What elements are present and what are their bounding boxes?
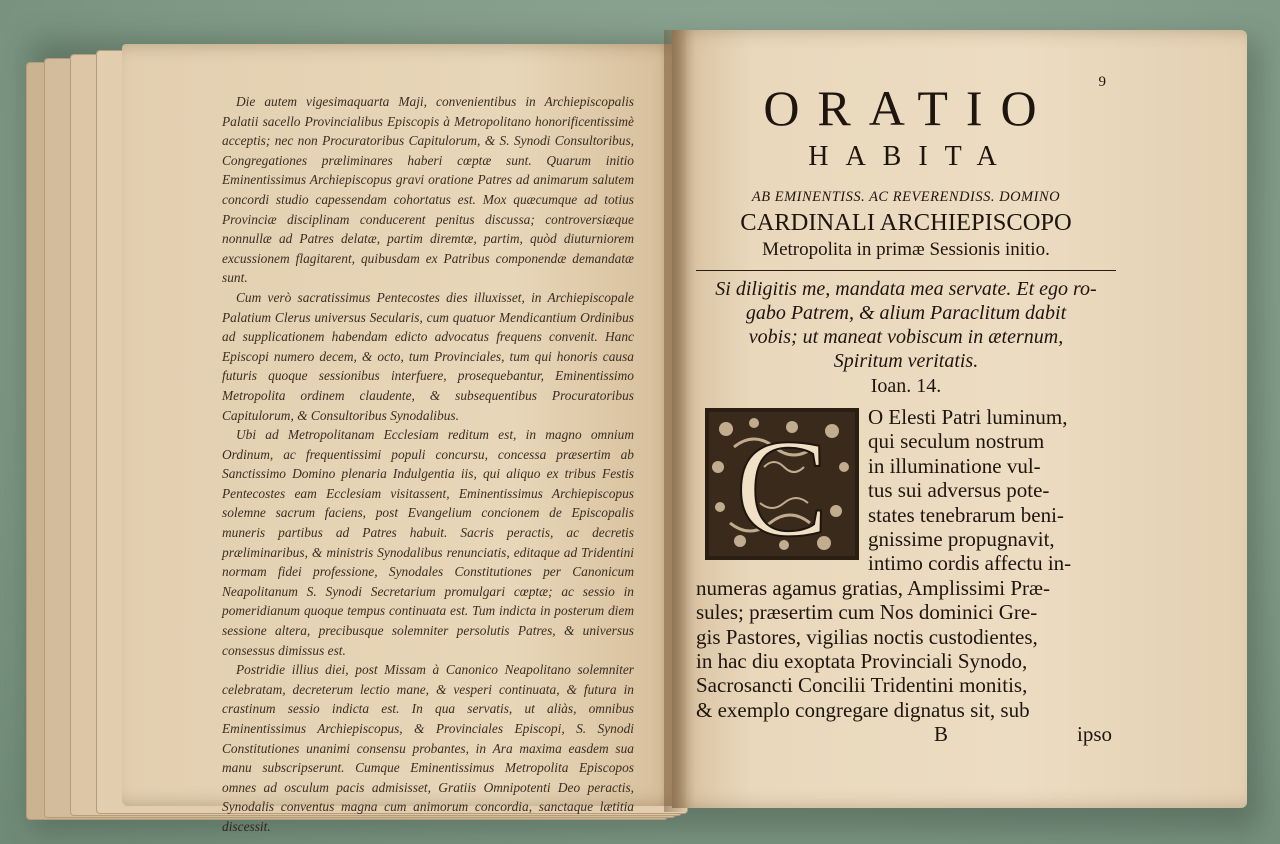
text-line: numeras agamus gratias, Amplissimi Præ- (696, 575, 1051, 600)
initial-letter: C (735, 411, 829, 561)
text-line: & exemplo congregare dignatus sit, sub (696, 697, 1030, 722)
left-page-text (222, 92, 634, 837)
metropolita-line: Metropolita in primæ Sessionis initio. (762, 239, 1050, 260)
text-line: in hac diu exoptata Provinciali Synodo, (696, 649, 1028, 674)
text-line: intimo cordis affectu in- (868, 551, 1072, 576)
text-line: Sacrosancti Concilii Tridentini monitis, (696, 673, 1028, 698)
text-line: O Elesti Patri luminum, (868, 405, 1068, 429)
oration-body (696, 405, 1116, 748)
left-paragraph: Postridie illius diei, post Missam à Canonico Neapolitano solemniter celebratam, decreterum lectio mane, & vesperi continuata, & futura in crastinum sessio indicta est. In qua servatis, ut aliàs, omnibus Eminentissimus Archiepiscopus, & Provinciales Episcopi, S. Synodi Constitutiones unanimi consensu probantes, in Ara maxima easdem sua manu subscripserunt. Cumque Eminentissimus Metropolita Episcopos omnes ad osculum pacis admisisset, Gratiis Omnipotenti Deo peractis, Synodalis conventus magna cum animorum concordia, sanctaque lætitia discessit. (222, 662, 634, 834)
verse-line: Spiritum veritatis. (833, 350, 979, 372)
text-line: gis Pastores, vigilias noctis custodientes, (696, 624, 1038, 649)
text-line: tus sui adversus pote- (868, 478, 1050, 503)
verse-line: Si diligitis me, mandata mea servate. Et ego ro- (715, 278, 1097, 300)
verse-line: vobis; ut maneat vobiscum in æternum, (748, 326, 1064, 348)
verse-line: gabo Patrem, & alium Paraclitum dabit (745, 302, 1067, 324)
folio-number: 9 (1098, 74, 1106, 90)
page-footer (696, 722, 1116, 748)
verse-reference: Ioan. 14. (870, 375, 942, 397)
signature-mark: B (934, 722, 949, 747)
text-line: in illuminatione vul- (868, 453, 1041, 478)
scripture-verse (696, 277, 1116, 373)
decorated-initial-icon (704, 407, 860, 561)
left-paragraph: Die autem vigesimaquarta Maji, convenientibus in Archiepiscopalis Palatii sacello Provincialibus Episcopis à Metropolitano honorificentissimè acceptis; nec non Procuratoribus Capitulorum, & S. Synodi Consultoribus, Congregationes præliminares haberi cœptæ sunt. Quarum initio Eminentissimus Archiepiscopus gravi oratione Patres ad animarum salutem concordi studio capessendam cohortatus est. Mox quæcumque ad totius Provinciæ disciplinam conducerent penitus discussa; controversiæque nonnullæ ad Patres delatæ, partim diremtæ, partim, quòd diuturniorem excussionem flagitarent, quibusdam ex Patribus componendæ demandatæ sunt. (222, 94, 634, 286)
divider (696, 270, 1116, 271)
book-gutter (664, 30, 686, 812)
text-line: states tenebrarum beni- (868, 502, 1064, 527)
by-line: AB EMINENTISS. AC REVERENDISS. DOMINO (751, 189, 1061, 205)
text-line: gnissime propugnavit, (868, 527, 1055, 552)
text-line: qui seculum nostrum (868, 429, 1045, 454)
left-paragraph: Ubi ad Metropolitanam Ecclesiam reditum est, in magno omnium Ordinum, ac frequentissimi populi concursu, concessa præsertim ab Sanctissimo Domino plenaria Indulgentia iis, qui aliquo ex tribus Festis Pentecostes eam Ecclesiam visitassent, Eminentissimus Archiepiscopus solemne sacrum faciens, post Evangelium concionem de Episcopalis muneris partibus ad Patres habuit. Sacris peractis, ac decretis præliminaribus, & ministris Synodalibus renunciatis, editaque ad Tridentini normam fidei professione, Synodales Constitutiones per Canonicum Neapolitanum S. Synodi Secretarium promulgari cœptæ; ac sessio in pomeridianum quoque tempus continuata est. Tum indicta in posterum diem sessione altera, precibusque solemniter persolutis Patres, & universus consessus dimissus est. (222, 427, 634, 658)
title-row (696, 74, 1116, 138)
page-subtitle: HABITA (808, 141, 1014, 172)
cardinal-line: CARDINALI ARCHIEPISCOPO (740, 209, 1072, 236)
page-title: ORATIO (763, 80, 1055, 136)
right-page-content (696, 74, 1116, 748)
text-line: sules; præsertim cum Nos dominici Gre- (696, 600, 1038, 625)
catchword: ipso (1076, 722, 1112, 747)
left-paragraph: Cum verò sacratissimus Pentecostes dies illuxisset, in Archiepiscopale Palatium Clerus universus Secularis, cum quatuor Mendicantium Ordinibus ad supplicationem habendam edicto advocatus frequens convenit. Hanc Episcopi numero decem, & octo, tum Provinciales, tum qui honoris causa futuris quoque sessionibus interfuere, prosequebantur, Eminentissimo Metropolita ordinem claudente, & subsequentibus Procuratoribus Capitulorum, & Consultoribus Synodalibus. (222, 289, 634, 423)
